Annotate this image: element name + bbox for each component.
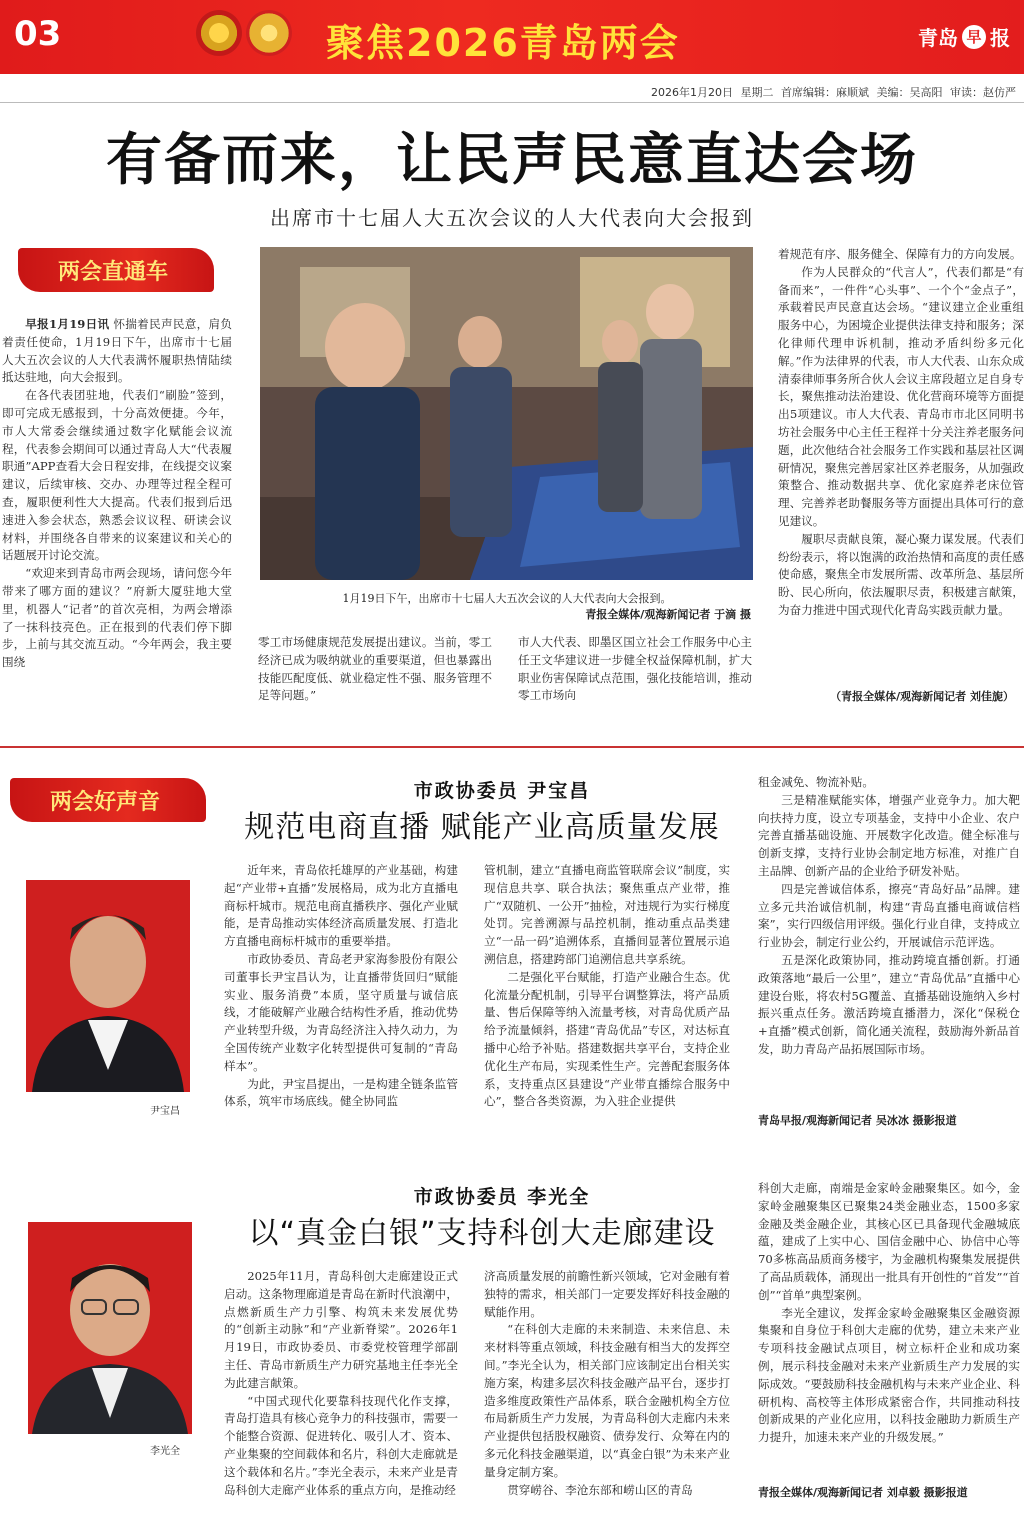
newspaper-logo: [918, 22, 1010, 51]
portrait-image: [26, 880, 190, 1092]
paragraph-text: 李光全建议，发挥金家岭金融聚集区金融资源集聚和自身位于科创大走廊的优势，建立未来产业专项科技金融试点项目，树立标杆企业和成功案例，展示科技金融对未来产业新质生产力发展的实际成效。“要鼓励科技金融机构与未来产业企业、科研机构、高校等主体形成紧密合作，共同推动科技创新成果的产业化应用，以科技金融助力新质生产力提升，加速未来产业的升级发展。”: [758, 1305, 1020, 1445]
paragraph-text: 2025年11月，青岛科创大走廊建设正式启动。这条物理廊道是青岛在新时代浪潮中，点燃新质生产力引擎、构筑未来发展优势的“创新主动脉”和“产业新脊梁”。2026年1月19日，市政协委员、市委党校管理学部副主任、青岛市新质生产力研究基地主任李光全为此建言献策。: [224, 1269, 458, 1390]
main-subhead: 出席市十七届人大五次会议的人大代表向大会报到: [270, 206, 754, 230]
paragraph-text: 市政协委员、青岛老尹家海参股份有限公司董事长尹宝昌认为，让直播带货回归“赋能实业、服务消费”本质，坚守质量与诚信底线，才能破解产业融合结构性矛盾，推动优势产业转型升级，为青岛经济注入持久动力，为全国传统产业数字化转型提供可复制的“青岛样本”。: [224, 951, 458, 1073]
paragraph-text: 着规范有序、服务健全、保障有力的方向发展。: [778, 247, 1022, 261]
paragraph: [224, 1393, 458, 1500]
paragraph-text: 作为人民群众的“代言人”，代表们都是“有备而来”，一件件“心头事”、一个个“金点子”，承载着民声民意直达会场。“建议建立企业重组服务中心，为困境企业提供法律支持和服务；深化律师代理申诉机制，推动矛盾纠纷多元化解。”作为法律界的代表，市人大代表、山东众成清泰律师事务所合伙人会议主席段超立足自身专长，聚焦推动法治建设、优化营商环境等方面提出5项建议。市人大代表、青岛市市北区同明书坊社会服务中心主任王程祥十分关注养老服务问题，此次他结合社会服务工作实践和基层社区调研情况，聚焦完善居家社区养老服务，从加强政策整合、推动数据共享、优化家庭养老床位管理、完善养老助餐服务等方面提出具体可行的意见建议。: [778, 264, 1024, 528]
paragraph: [778, 246, 1024, 264]
brand-suffix: 报: [990, 26, 1010, 50]
national-emblem-icon: [196, 10, 242, 56]
article-column: [758, 1180, 1020, 1482]
paragraph: [224, 1268, 458, 1393]
article-credit: 青报全媒体/观海新闻记者 刘卓毅 摄影报道: [758, 1486, 968, 1499]
paragraph: [484, 969, 730, 1111]
paragraph: [2, 387, 232, 565]
article-credit: 青岛早报/观海新闻记者 吴冰冰 摄影报道: [758, 1114, 957, 1127]
paragraph-text: 管机制，建立“直播电商监管联席会议”制度，实现信息共享、联合执法；聚焦重点产业带，推广“双随机、一公开”抽检，对违规行为实行梯度处罚。完善溯源与品控机制，推动重点品类建立“一品一码”追溯体系，直播间显著位置展示追溯信息，搭建跨部门追溯信息共享系统。: [484, 863, 730, 966]
paragraph-text: 二是强化平台赋能，打造产业融合生态。优化流量分配机制，引导平台调整算法，将产品质量、售后保障等纳入流量考核，对青岛优质产品给予流量倾斜，搭建“青岛优品”专区，对达标直播中心给予补贴。搭建数据共享平台，支持企业优化生产布局，实现柔性生产。完善配套服务体系，支持重点区县建设“产业带直播综合服务中心”，整合各类资源，为入驻企业提供: [484, 969, 730, 1109]
news-photo: [260, 247, 753, 580]
paragraph: [778, 531, 1024, 620]
article-column: [778, 246, 1024, 684]
paragraph: [224, 951, 458, 1076]
issue-info: 2026年1月20日 星期二 首席编辑：麻顺斌 美编：吴高阳 审读：赵仿严: [651, 86, 1016, 99]
divider: [0, 102, 1024, 103]
dateline: 早报1月19日讯: [25, 317, 110, 331]
paragraph-text: 贯穿崂谷、李沧东部和崂山区的青岛: [507, 1482, 693, 1497]
article-column: [758, 774, 1020, 1110]
paragraph-text: 在各代表团驻地，代表们“刷脸”签到，即可完成无感报到，十分高效便捷。今年，市人大常委会继续通过数字化赋能会议流程，代表参会期间可以通过青岛人大“代表履职通”APP查看大会日程安排，在线提交议案建议，后续审核、交办、办理等过程全程可查，履职便利性大大提高。代表们报到后迅速进入参会状态，熟悉会议议程、研读会议材料，并围绕各自带来的议案建议和关心的话题展开讨论交流。: [2, 388, 232, 563]
article-column: [224, 1268, 458, 1520]
paragraph: [758, 1305, 1020, 1447]
paragraph: [2, 565, 232, 672]
article-column: [484, 1268, 730, 1520]
article-column: [518, 634, 752, 706]
page-number: 03: [14, 14, 62, 54]
portrait-caption: 尹宝昌: [150, 1106, 180, 1117]
paragraph-text: “在科创大走廊的未来制造、未来信息、未来材料等重点领域，科技金融有相当大的发挥空间。”李光全认为，相关部门应该制定出台相关实施方案，构建多层次科技金融产品平台，逐步打造多维度政策性产品体系，联合金融机构全方位布局新质生产力发展，为青岛科创大走廊内未来产业提供包括股权融资、债券发行、众筹在内的多元化科技金融渠道，以“真金白银”为未来产业量身定制方案。: [484, 1322, 730, 1479]
brand-text: 青岛: [918, 26, 958, 50]
paragraph: [758, 774, 1020, 792]
main-headline: 有备而来，让民声民意直达会场: [106, 128, 918, 193]
paragraph-text: 三是精准赋能实体，增强产业竞争力。加大靶向扶持力度，设立专项基金，支持中小企业、农户完善直播基础设施、开展数字化改造。健全标准与创新支撑，支持行业协会制定地方标准，对推广自主品牌、创新产品的企业给予研发补贴。: [758, 792, 1020, 878]
paragraph: 零工市场健康规范发展提出建议。当前，零工经济已成为吸纳就业的重要渠道，但也暴露出技能匹配度低、就业稳定性不强、服务管理不足等问题。”: [258, 635, 492, 703]
paragraph: [484, 1268, 730, 1321]
article-column: [2, 316, 232, 706]
article-title: 以“真金白银”支持科创大走廊建设: [248, 1216, 716, 1251]
photo-credit: 青报全媒体/观海新闻记者 于滴 摄: [585, 608, 751, 621]
paragraph-text: 履职尽责献良策，凝心聚力谋发展。代表们纷纷表示，将以饱满的政治热情和高度的责任感使命感，聚焦全市发展所需、改革所急、基层所盼、民心所向，依法履职尽责，积极建言献策，为奋力推进中国式现代化青岛实践贡献力量。: [778, 531, 1024, 617]
article-title: 规范电商直播 赋能产业高质量发展: [244, 810, 720, 845]
photo-caption: 1月19日下午，出席市十七届人大五次会议的人大代表向大会报到。: [342, 592, 672, 605]
paragraph: [484, 862, 730, 969]
brand-mark-icon: 早: [962, 25, 986, 49]
article-column: [224, 862, 458, 1144]
portrait-image: [28, 1222, 192, 1434]
paragraph-text: “欢迎来到青岛市两会现场，请问您今年带来了哪方面的建议？”府新大厦驻地大堂里，机器人“记者”的首次亮相，为两会增添了一抹科技亮色。正在报到的代表们停下脚步，上前与其交流互动。“今年两会，我主要围绕: [2, 566, 232, 670]
paragraph: [484, 1482, 730, 1500]
paragraph: [758, 792, 1020, 881]
paragraph: [778, 264, 1024, 531]
paragraph: [758, 1180, 1020, 1305]
column-ribbon: 两会好声音: [10, 778, 206, 822]
paragraph-text: 为此，尹宝昌提出，一是构建全链条监管体系，筑牢市场底线。健全协同监: [224, 1076, 458, 1109]
section-divider: [0, 746, 1024, 748]
paragraph-text: 济高质量发展的前瞻性新兴领域，它对金融有着独特的需求，相关部门一定要发挥好科技金融的赋能作用。: [484, 1269, 730, 1319]
article-column: [258, 634, 492, 706]
speaker-name: 市政协委员 尹宝昌: [413, 780, 591, 802]
portrait-caption: 李光全: [150, 1446, 180, 1457]
cppcc-emblem-icon: [246, 10, 292, 56]
paragraph-text: 四是完善诚信体系，擦亮“青岛好品”品牌。建立多元共治诚信机制，构建“青岛直播电商诚信档案”，实行四级信用评级。强化行业自律，支持成立行业协会，制定行业公约，开展诚信示范评选。: [758, 881, 1020, 950]
paragraph: [2, 316, 232, 387]
paragraph: [758, 881, 1020, 952]
speaker-portrait: [28, 1222, 192, 1434]
paragraph-text: 租金减免、物流补贴。: [758, 775, 874, 789]
paragraph: [224, 862, 458, 951]
paragraph: 市人大代表、即墨区国立社会工作服务中心主任王文华建议进一步健全权益保障机制，扩大职业伤害保障试点范围，强化技能培训，推动零工市场向: [518, 635, 752, 703]
paragraph: [484, 1321, 730, 1481]
paragraph: [758, 952, 1020, 1059]
paragraph-text: 五是深化政策协同，推动跨境直播创新。打通政策落地“最后一公里”，建立“青岛优品”直播中心建设台账，将农村5G覆盖、直播基础设施纳入乡村振兴重点任务。激活跨境直播潜力，深化“保税仓+直播”模式创新，简化通关流程，鼓励海外新品首发，助力青岛产品拓展国际市场。: [758, 952, 1020, 1056]
paragraph-text: 怀揣着民声民意，肩负着责任使命，1月19日下午，出席市十七届人大五次会议的人大代表满怀履职热情陆续抵达驻地，向大会报到。: [2, 317, 232, 385]
page-banner: [0, 0, 1024, 74]
paragraph-text: 科创大走廊，南端是金家岭金融聚集区。如今，金家岭金融聚集区已聚集24类金融业态，1500多家金融及类金融企业，其核心区已具备现代金融城底蕴，建成了上实中心、国信金融中心、协信中心等70多栋高品质商务楼宇，为金融机构聚集发展提供了高品质载体，涌现出一批具有开创性的“首发”“首创”“首单”典型案例。: [758, 1181, 1020, 1302]
paragraph: [224, 1076, 458, 1112]
column-ribbon: 两会直通车: [18, 248, 214, 292]
banner-title: 聚焦2026青岛两会: [326, 21, 680, 65]
delegates-registration-image: [260, 247, 753, 580]
paragraph-text: “中国式现代化要靠科技现代化作支撑，青岛打造具有核心竞争力的科技强市，需要一个能整合资源、促进转化、吸引人才、资本、产业集聚的空间载体和名片，科创大走廊就是这个载体和名片。”李光全表示，未来产业是青岛科创大走廊产业体系的重点方向，是推动经: [224, 1393, 458, 1497]
paragraph-text: 近年来，青岛依托雄厚的产业基础，构建起“产业带+直播”发展格局，成为北方直播电商标杆城市。规范电商直播秩序、强化产业赋能，是青岛推动实体经济高质量发展、打造北方直播电商标杆城市的重要举措。: [224, 863, 458, 949]
speaker-portrait: [26, 880, 190, 1092]
speaker-name: 市政协委员 李光全: [413, 1186, 591, 1208]
article-column: [484, 862, 730, 1144]
article-credit: （青报全媒体/观海新闻记者 刘佳旎）: [830, 690, 1014, 703]
